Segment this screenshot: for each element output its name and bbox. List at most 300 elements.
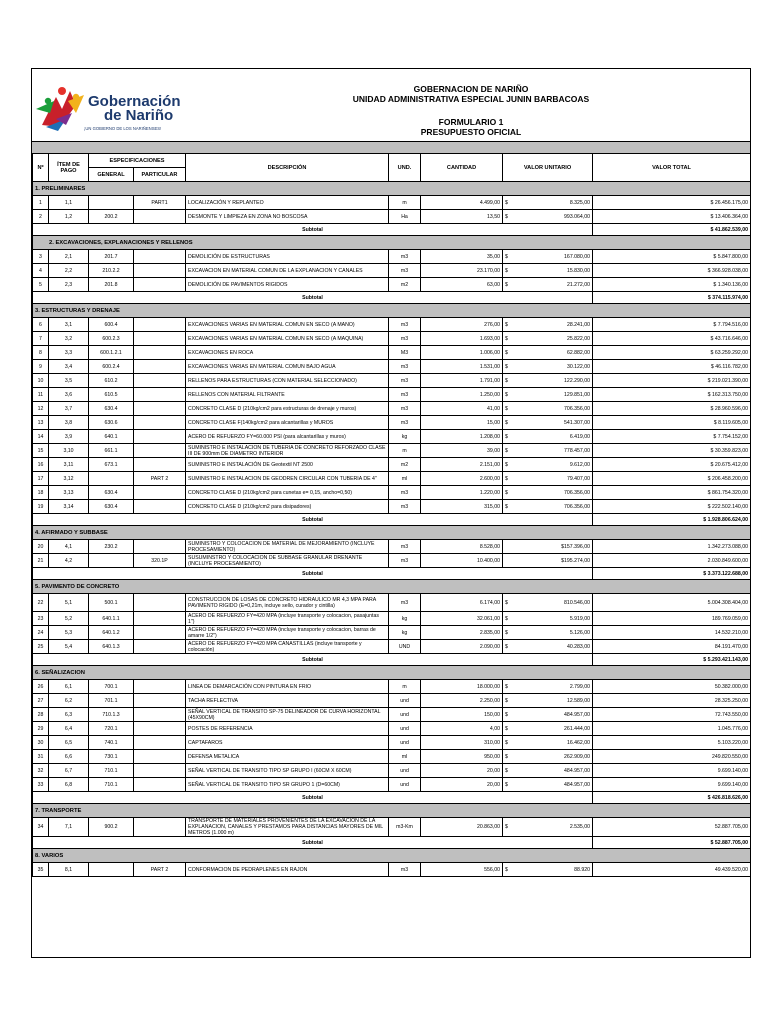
row-description: CONCRETO CLASE D (210kg/cm2 para cunetas e= 0,15, ancho=0,50) <box>186 486 389 500</box>
currency-symbol: $ <box>505 461 508 468</box>
row-total-value: 189.769.059,00 <box>593 612 751 626</box>
row-unit-value <box>503 764 593 778</box>
row-unit-value <box>503 458 593 472</box>
row-item: 6,2 <box>49 694 89 708</box>
section-title: 4. AFIRMADO Y SUBBASE <box>33 526 751 540</box>
row-spec-general: 740.1 <box>89 736 134 750</box>
row-number: 2 <box>33 210 49 224</box>
row-description: SUMINISTRO E INSTALACIÓN DE Geotextil NT 2500 <box>186 458 389 472</box>
row-total-value: 249.820.550,00 <box>593 750 751 764</box>
row-item: 4,1 <box>49 540 89 554</box>
row-description: DEMOLICIÓN DE PAVIMENTOS RIGIDOS <box>186 278 389 292</box>
col-header-cantidad: CANTIDAD <box>421 154 503 182</box>
row-item: 3,8 <box>49 416 89 430</box>
unit-value-text: 778.457,00 <box>564 447 591 454</box>
row-total-value: 14.532.210,00 <box>593 626 751 640</box>
currency-symbol: $ <box>505 599 508 606</box>
row-description: ACERO DE REFUERZO FY=60.000 PSI (para alcantarillas y muros) <box>186 430 389 444</box>
section-header <box>33 666 751 680</box>
row-description: DESMONTE Y LIMPIEZA EN ZONA NO BOSCOSA <box>186 210 389 224</box>
row-number: 5 <box>33 278 49 292</box>
currency-symbol: $ <box>505 419 508 426</box>
row-spec-general: 600.1.2.1 <box>89 346 134 360</box>
row-description: RELLENOS CON MATERIAL FILTRANTE <box>186 388 389 402</box>
col-header-spec: ESPECIFICACIONES <box>89 154 186 168</box>
currency-symbol: $ <box>505 739 508 746</box>
row-number: 30 <box>33 736 49 750</box>
row-unit-value <box>503 694 593 708</box>
header-line-1: GOBERNACION DE NARIÑO <box>413 84 529 94</box>
row-item: 5,3 <box>49 626 89 640</box>
row-item: 6,5 <box>49 736 89 750</box>
subtotal-value: $ 41.862.539,00 <box>593 224 751 236</box>
unit-value-text: 21.272,00 <box>566 281 591 288</box>
row-number: 33 <box>33 778 49 792</box>
row-item: 3,12 <box>49 472 89 486</box>
row-spec-general <box>89 554 134 568</box>
row-spec-particular <box>134 736 186 750</box>
row-spec-general: 730.1 <box>89 750 134 764</box>
row-spec-particular: PART1 <box>134 196 186 210</box>
row-spec-general: 610.5 <box>89 388 134 402</box>
row-unit: m3 <box>389 264 421 278</box>
row-unit-value <box>503 736 593 750</box>
row-item: 3,14 <box>49 500 89 514</box>
row-quantity: 1.693,00 <box>421 332 503 346</box>
table-row <box>33 626 751 640</box>
header-line-2: UNIDAD ADMINISTRATIVA ESPECIAL JUNIN BARBACOAS <box>352 94 590 104</box>
currency-symbol: $ <box>505 767 508 774</box>
row-number: 20 <box>33 540 49 554</box>
table-row <box>33 818 751 837</box>
row-spec-general: 701.1 <box>89 694 134 708</box>
row-item: 3,11 <box>49 458 89 472</box>
row-quantity: 1.220,00 <box>421 486 503 500</box>
row-total-value: 84.191.470,00 <box>593 640 751 654</box>
row-spec-particular <box>134 318 186 332</box>
row-spec-general: 600.4 <box>89 318 134 332</box>
row-item: 3,9 <box>49 430 89 444</box>
unit-value-text: 541.307,00 <box>564 419 591 426</box>
section-title: 3. ESTRUCTURAS Y DRENAJE <box>33 304 751 318</box>
row-unit: m3 <box>389 360 421 374</box>
subtotal-row <box>33 792 751 804</box>
row-item: 2,3 <box>49 278 89 292</box>
section-title: 1. PRELIMINARES <box>33 182 751 196</box>
row-total-value: $ 162.313.750,00 <box>593 388 751 402</box>
currency-symbol: $ <box>505 725 508 732</box>
unit-value-text: $195.274,00 <box>561 557 591 564</box>
row-total-value: $ 222.502.140,00 <box>593 500 751 514</box>
row-item: 1,2 <box>49 210 89 224</box>
row-description: TRANSPORTE DE MATERIALES PROVENIENTES DE LA EXCAVACION DE LA EXPLANACION, CANALES Y PRESTAMOS PARA DISTANCIAS MAYORES DE MIL METROS (1.000 m) <box>186 818 389 837</box>
row-spec-general: 230.2 <box>89 540 134 554</box>
table-row <box>33 640 751 654</box>
table-row <box>33 500 751 514</box>
unit-value-text: 8.325,00 <box>569 199 591 206</box>
currency-symbol: $ <box>505 349 508 356</box>
row-spec-particular <box>134 750 186 764</box>
row-description: EXCAVACIONES EN ROCA <box>186 346 389 360</box>
row-total-value: $ 7.754.152,00 <box>593 430 751 444</box>
row-quantity: 1.006,00 <box>421 346 503 360</box>
svg-text:¡UN GOBIERNO DE LOS NARIÑENSES: ¡UN GOBIERNO DE LOS NARIÑENSES! <box>84 126 162 131</box>
currency-symbol: $ <box>505 629 508 636</box>
row-item: 6,1 <box>49 680 89 694</box>
row-unit-value <box>503 778 593 792</box>
row-number: 1 <box>33 196 49 210</box>
table-row <box>33 736 751 750</box>
row-spec-particular <box>134 250 186 264</box>
section-title: 5. PAVIMENTO DE CONCRETO <box>33 580 751 594</box>
row-unit: m3 <box>389 486 421 500</box>
subtotal-label: Subtotal <box>33 292 593 304</box>
row-number: 23 <box>33 612 49 626</box>
subtotal-value: $ 426.818.626,00 <box>593 792 751 804</box>
row-unit-value <box>503 264 593 278</box>
row-total-value: 9.699.140,00 <box>593 764 751 778</box>
row-unit: und <box>389 764 421 778</box>
row-number: 16 <box>33 458 49 472</box>
row-unit: m3 <box>389 594 421 612</box>
row-number: 17 <box>33 472 49 486</box>
row-quantity: 41,00 <box>421 402 503 416</box>
unit-value-text: 5.126,00 <box>569 629 591 636</box>
row-quantity: 276,00 <box>421 318 503 332</box>
row-spec-particular <box>134 500 186 514</box>
row-quantity: 8.528,00 <box>421 540 503 554</box>
row-spec-general: 630.6 <box>89 416 134 430</box>
row-quantity: 950,00 <box>421 750 503 764</box>
row-total-value: $ 7.794.516,00 <box>593 318 751 332</box>
currency-symbol: $ <box>505 781 508 788</box>
row-number: 32 <box>33 764 49 778</box>
row-total-value: 49.439.520,00 <box>593 863 751 877</box>
row-unit-value <box>503 210 593 224</box>
row-spec-particular <box>134 416 186 430</box>
row-spec-general: 710.1 <box>89 764 134 778</box>
unit-value-text: 28.241,00 <box>566 321 591 328</box>
row-spec-particular <box>134 458 186 472</box>
row-item: 6,3 <box>49 708 89 722</box>
unit-value-text: 706.356,00 <box>564 489 591 496</box>
unit-value-text: 706.356,00 <box>564 503 591 510</box>
row-spec-particular <box>134 332 186 346</box>
row-spec-general: 600.2.4 <box>89 360 134 374</box>
section-header <box>33 304 751 318</box>
row-unit-value <box>503 708 593 722</box>
row-number: 13 <box>33 416 49 430</box>
row-spec-general: 200.2 <box>89 210 134 224</box>
row-unit: m3 <box>389 318 421 332</box>
row-number: 19 <box>33 500 49 514</box>
row-quantity: 150,00 <box>421 708 503 722</box>
row-quantity: 556,00 <box>421 863 503 877</box>
row-unit: m <box>389 196 421 210</box>
row-total-value: 28.325.250,00 <box>593 694 751 708</box>
row-number: 15 <box>33 444 49 458</box>
row-number: 9 <box>33 360 49 374</box>
row-total-value: $ 43.716.646,00 <box>593 332 751 346</box>
table-row <box>33 612 751 626</box>
row-number: 24 <box>33 626 49 640</box>
col-header-item: ÍTEM DE PAGO <box>49 154 89 182</box>
table-row <box>33 863 751 877</box>
row-item: 7,1 <box>49 818 89 837</box>
table-row <box>33 694 751 708</box>
unit-value-text: 261.444,00 <box>564 725 591 732</box>
header-line-3: FORMULARIO 1 <box>438 117 504 127</box>
table-row <box>33 540 751 554</box>
row-number: 3 <box>33 250 49 264</box>
unit-value-text: 6.419,00 <box>569 433 591 440</box>
row-quantity: 1.250,00 <box>421 388 503 402</box>
row-quantity: 35,00 <box>421 250 503 264</box>
row-spec-particular <box>134 486 186 500</box>
currency-symbol: $ <box>505 391 508 398</box>
row-total-value: 52.887.705,00 <box>593 818 751 837</box>
row-unit-value <box>503 346 593 360</box>
row-description: EXCAVACIONES VARIAS EN MATERIAL COMUN BAJO AGUA <box>186 360 389 374</box>
table-row <box>33 278 751 292</box>
table-row <box>33 458 751 472</box>
row-spec-general: 201.8 <box>89 278 134 292</box>
row-description: EXCAVACIONES VARIAS EN MATERIAL COMUN EN SECO (A MANO) <box>186 318 389 332</box>
subtotal-label: Subtotal <box>33 837 593 849</box>
row-spec-general: 610.2 <box>89 374 134 388</box>
row-unit-value <box>503 500 593 514</box>
row-spec-particular: 320.1P <box>134 554 186 568</box>
row-unit: m2 <box>389 278 421 292</box>
table-row <box>33 594 751 612</box>
row-number: 6 <box>33 318 49 332</box>
row-description: EXCAVACION EN MATERIAL COMUN DE LA EXPLANACION Y CANALES <box>186 264 389 278</box>
gobernacion-narino-logo <box>32 79 187 135</box>
row-item: 3,6 <box>49 388 89 402</box>
row-quantity: 23.170,00 <box>421 264 503 278</box>
row-spec-general <box>89 863 134 877</box>
unit-value-text: 810.546,00 <box>564 599 591 606</box>
row-spec-particular <box>134 374 186 388</box>
table-row <box>33 196 751 210</box>
subtotal-row <box>33 514 751 526</box>
row-spec-particular: PART 2 <box>134 472 186 486</box>
unit-value-text: 88.920 <box>574 866 591 873</box>
row-spec-particular <box>134 694 186 708</box>
row-spec-general: 661.1 <box>89 444 134 458</box>
row-total-value: $ 1.340.136,00 <box>593 278 751 292</box>
row-unit: m3 <box>389 332 421 346</box>
table-row <box>33 318 751 332</box>
unit-value-text: 25.822,00 <box>566 335 591 342</box>
row-quantity: 2.090,00 <box>421 640 503 654</box>
row-total-value: $ 8.119.605,00 <box>593 416 751 430</box>
table-row <box>33 680 751 694</box>
col-header-valor-unitario: VALOR UNITARIO <box>503 154 593 182</box>
row-unit: kg <box>389 612 421 626</box>
unit-value-text: 2.535,00 <box>569 824 591 830</box>
row-item: 3,4 <box>49 360 89 374</box>
row-number: 34 <box>33 818 49 837</box>
row-total-value: $ 206.458.200,00 <box>593 472 751 486</box>
row-unit-value <box>503 374 593 388</box>
row-number: 31 <box>33 750 49 764</box>
currency-symbol: $ <box>505 253 508 260</box>
table-row <box>33 388 751 402</box>
row-unit: m2 <box>389 458 421 472</box>
row-quantity: 63,00 <box>421 278 503 292</box>
row-description: ACERO DE REFUERZO FY=420 MPA (incluye transporte y colocacion, pasajuntas 1") <box>186 612 389 626</box>
row-number: 22 <box>33 594 49 612</box>
row-description: CONCRETO CLASE D (210kg/cm2 para estructuras de drenaje y muros) <box>186 402 389 416</box>
row-quantity: 310,00 <box>421 736 503 750</box>
row-description: DEMOLICIÓN DE ESTRUCTURAS <box>186 250 389 264</box>
section-header <box>33 526 751 540</box>
subtotal-row <box>33 837 751 849</box>
row-total-value: $ 30.359.823,00 <box>593 444 751 458</box>
unit-value-text: 167.080,00 <box>564 253 591 260</box>
row-unit-value <box>503 196 593 210</box>
row-unit: m3 <box>389 540 421 554</box>
row-quantity: 13,50 <box>421 210 503 224</box>
unit-value-text: 40.283,00 <box>566 643 591 650</box>
row-quantity: 39,00 <box>421 444 503 458</box>
row-spec-particular <box>134 818 186 837</box>
currency-symbol: $ <box>505 643 508 650</box>
currency-symbol: $ <box>505 321 508 328</box>
row-unit: m3 <box>389 374 421 388</box>
row-spec-particular <box>134 722 186 736</box>
row-total-value: 1.342.273.088,00 <box>593 540 751 554</box>
table-row <box>33 374 751 388</box>
row-total-value: 2.030.849.600,00 <box>593 554 751 568</box>
row-unit: kg <box>389 430 421 444</box>
unit-value-text: 9.612,00 <box>569 461 591 468</box>
currency-symbol: $ <box>505 615 508 622</box>
row-total-value: $ 20.675.412,00 <box>593 458 751 472</box>
currency-symbol: $ <box>505 267 508 274</box>
table-row <box>33 402 751 416</box>
section-header <box>33 236 751 250</box>
table-row <box>33 332 751 346</box>
section-header <box>33 804 751 818</box>
row-number: 27 <box>33 694 49 708</box>
row-unit-value <box>503 416 593 430</box>
row-unit-value <box>503 612 593 626</box>
table-row <box>33 444 751 458</box>
table-row <box>33 750 751 764</box>
unit-value-text: 122.290,00 <box>564 377 591 384</box>
row-quantity: 20,00 <box>421 778 503 792</box>
row-item: 4,2 <box>49 554 89 568</box>
table-row <box>33 430 751 444</box>
unit-value-text: 5.919,00 <box>569 615 591 622</box>
row-unit: m3 <box>389 402 421 416</box>
svg-text:de Nariño: de Nariño <box>104 107 174 124</box>
row-unit: m3 <box>389 500 421 514</box>
row-item: 6,6 <box>49 750 89 764</box>
subtotal-label: Subtotal <box>33 224 593 236</box>
row-description: SEÑAL VERTICAL DE TRANSITO TIPO SP GRUPO I (60CM X 60CM) <box>186 764 389 778</box>
row-unit: m3 <box>389 416 421 430</box>
row-description: SEÑAL VERTICAL DE TRANSITO SP-75 DELINEADOR DE CURVA HORIZONTAL (45X90CM) <box>186 708 389 722</box>
currency-symbol: $ <box>505 753 508 760</box>
budget-sheet <box>31 68 751 958</box>
currency-symbol: $ <box>505 475 508 482</box>
row-spec-general: 630.4 <box>89 402 134 416</box>
row-spec-particular <box>134 430 186 444</box>
row-spec-general: 640.1.1 <box>89 612 134 626</box>
row-spec-particular <box>134 402 186 416</box>
row-description: CONCRETO CLASE F(140kg/cm2 para alcantarillas y MUROS <box>186 416 389 430</box>
unit-value-text: 484.957,00 <box>564 767 591 774</box>
row-quantity: 2.600,00 <box>421 472 503 486</box>
row-quantity: 10.400,00 <box>421 554 503 568</box>
currency-symbol: $ <box>505 866 508 873</box>
section-title: 7. TRANSPORTE <box>33 804 751 818</box>
currency-symbol: $ <box>505 489 508 496</box>
col-header-valor-total: VALOR TOTAL <box>593 154 751 182</box>
row-unit-value <box>503 680 593 694</box>
row-number: 25 <box>33 640 49 654</box>
row-spec-general: 710.1 <box>89 778 134 792</box>
row-quantity: 4,00 <box>421 722 503 736</box>
row-spec-general: 700.1 <box>89 680 134 694</box>
unit-value-text: 79.407,00 <box>566 475 591 482</box>
row-spec-particular <box>134 778 186 792</box>
row-number: 12 <box>33 402 49 416</box>
row-unit: und <box>389 778 421 792</box>
subtotal-value: $ 52.887.705,00 <box>593 837 751 849</box>
table-row <box>33 722 751 736</box>
row-unit-value <box>503 818 593 837</box>
row-spec-particular <box>134 612 186 626</box>
row-number: 10 <box>33 374 49 388</box>
row-number: 18 <box>33 486 49 500</box>
row-description: POSTES DE REFERENCIA <box>186 722 389 736</box>
row-quantity: 20,00 <box>421 764 503 778</box>
row-unit: ml <box>389 750 421 764</box>
row-unit-value <box>503 750 593 764</box>
section-header <box>33 849 751 863</box>
row-unit: UND <box>389 640 421 654</box>
row-unit-value <box>503 278 593 292</box>
row-unit: m3 <box>389 554 421 568</box>
row-quantity: 20.863,00 <box>421 818 503 837</box>
subtotal-value: $ 1.928.806.624,00 <box>593 514 751 526</box>
row-unit-value <box>503 554 593 568</box>
row-item: 6,7 <box>49 764 89 778</box>
unit-value-text: 993.064,00 <box>564 213 591 220</box>
section-header <box>33 580 751 594</box>
row-unit-value <box>503 626 593 640</box>
section-header <box>33 182 751 196</box>
currency-symbol: $ <box>505 199 508 206</box>
row-unit: m3 <box>389 863 421 877</box>
currency-symbol: $ <box>505 281 508 288</box>
unit-value-text: 16.462,00 <box>566 739 591 746</box>
row-item: 1,1 <box>49 196 89 210</box>
row-total-value: 1.045.776,00 <box>593 722 751 736</box>
currency-symbol: $ <box>505 377 508 384</box>
header-line-4: PRESUPUESTO OFICIAL <box>420 127 522 137</box>
col-header-particular: PARTICULAR <box>134 168 186 182</box>
row-total-value: 9.699.140,00 <box>593 778 751 792</box>
budget-rows <box>33 182 751 877</box>
row-total-value: 5.103.220,00 <box>593 736 751 750</box>
row-spec-general: 630.4 <box>89 500 134 514</box>
row-item: 6,4 <box>49 722 89 736</box>
